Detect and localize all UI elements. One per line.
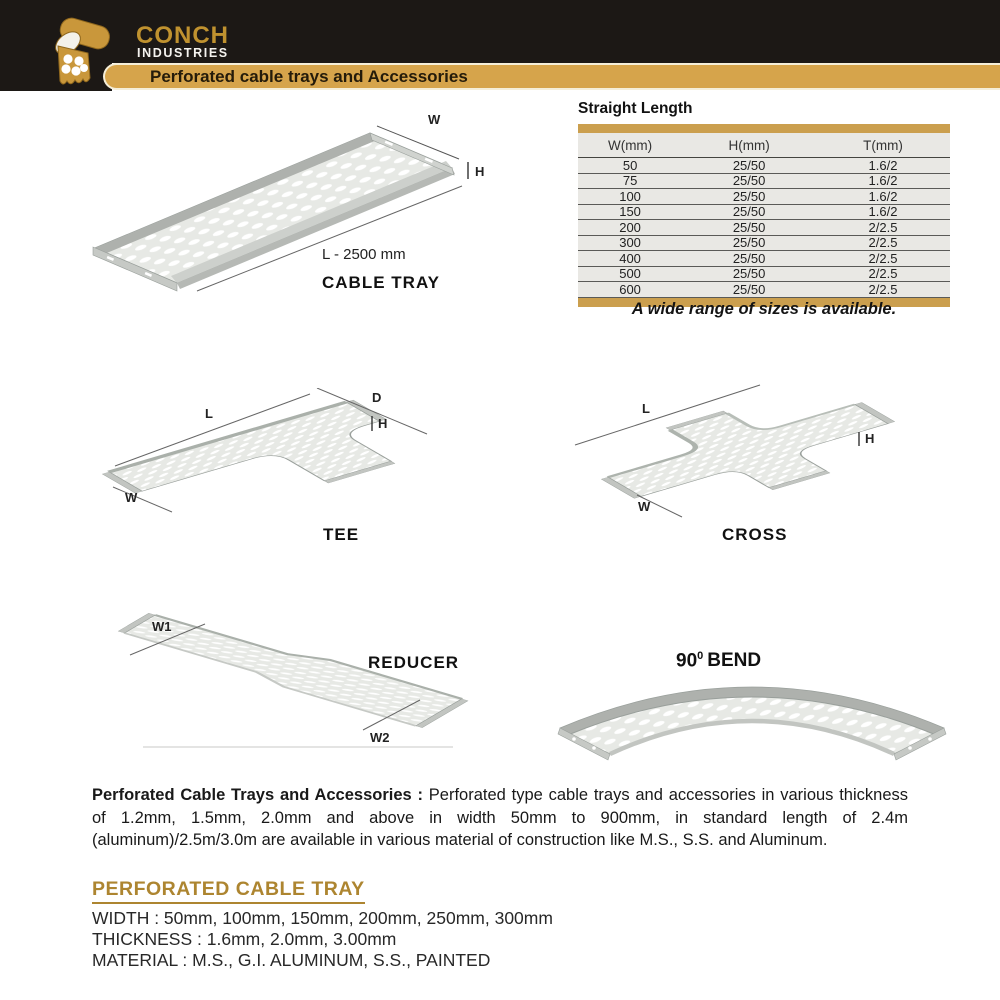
page-title: Perforated cable trays and Accessories: [150, 67, 468, 86]
table-row: 50 25/50 1.6/2: [578, 158, 950, 174]
table-top-bar: [578, 124, 950, 133]
col-header-t: T(mm): [863, 137, 903, 153]
table-row: 400 25/50 2/2.5: [578, 251, 950, 267]
cable-tray-dim-h: H: [475, 164, 485, 179]
table-row: 150 25/50 1.6/2: [578, 205, 950, 221]
table-row: 300 25/50 2/2.5: [578, 236, 950, 252]
spec-width: WIDTH : 50mm, 100mm, 150mm, 200mm, 250mm, 300mm: [92, 908, 553, 928]
table-header-row: [578, 133, 950, 158]
cross-label: CROSS: [722, 525, 788, 544]
cross-dim-h: H: [865, 431, 875, 446]
spec-material: MATERIAL : M.S., G.I. ALUMINUM, S.S., PAINTED: [92, 950, 491, 970]
tee-illustration: [95, 388, 445, 548]
bend-illustration: [552, 676, 952, 766]
description-paragraph: [92, 784, 908, 852]
brand-subtitle: INDUSTRIES: [137, 46, 229, 60]
reducer-illustration: [110, 605, 470, 765]
cable-tray-dim-l: L - 2500 mm: [322, 246, 406, 263]
bend-label: $90^0$ BEND: [676, 650, 762, 672]
spec-section: [92, 878, 553, 971]
reducer-dim-w2: W2: [370, 730, 390, 745]
reducer-dim-w1: W1: [152, 619, 172, 634]
spec-thickness: THICKNESS : 1.6mm, 2.0mm, 3.00mm: [92, 929, 397, 949]
page-title-banner: [103, 63, 1000, 90]
reducer-label: REDUCER: [368, 653, 460, 672]
table-row: 200 25/50 2/2.5: [578, 220, 950, 236]
col-header-w: W(mm): [607, 137, 653, 153]
table-row: 500 25/50 2/2.5: [578, 267, 950, 283]
description-body: Perforated type cable trays and accessories in various thickness of 1.2mm, 1.5mm, 2.0mm and above in width 50mm to 900mm, in standard length of 2.4m (aluminum)/2.5m/3.0m are available in various material of construction like M.S., S.S. and Aluminum.: [92, 786, 908, 849]
cable-tray-dim-w: W: [428, 112, 441, 127]
cable-tray-label: CABLE TRAY: [322, 273, 440, 292]
table-row: 75 25/50 1.6/2: [578, 174, 950, 190]
cross-illustration: [570, 383, 920, 548]
tee-dim-l: L: [205, 406, 213, 421]
straight-length-table: [578, 124, 950, 307]
brand-name: CONCH: [136, 22, 229, 49]
table-caption: A wide range of sizes is available.: [631, 300, 897, 318]
col-header-h: H(mm): [728, 137, 770, 153]
tee-dim-d: D: [372, 390, 382, 405]
tee-label: TEE: [323, 525, 360, 544]
cross-dim-w: W: [638, 499, 651, 514]
description-lead: Perforated Cable Trays and Accessories :: [92, 786, 423, 804]
cable-tray-illustration: [85, 112, 505, 297]
table-title: Straight Length: [578, 100, 693, 117]
table-row: 100 25/50 1.6/2: [578, 189, 950, 205]
tee-dim-w: W: [125, 490, 138, 505]
tee-dim-h: H: [378, 416, 388, 431]
table-row: 600 25/50 2/2.5: [578, 282, 950, 298]
spec-heading: PERFORATED CABLE TRAY: [92, 878, 365, 904]
cross-dim-l: L: [642, 401, 650, 416]
